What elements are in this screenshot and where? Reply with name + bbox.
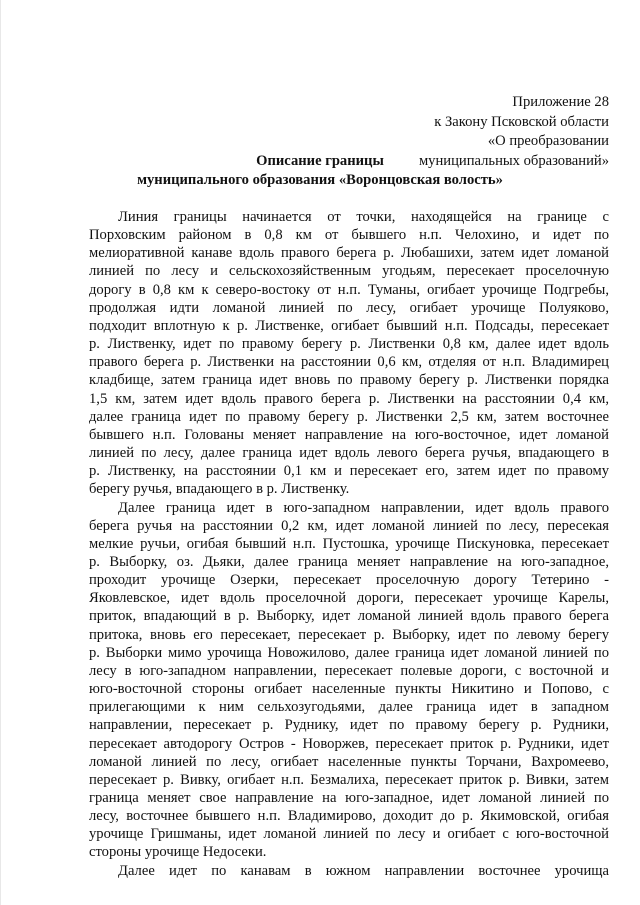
appendix-line-3: «О преобразовании (487, 133, 609, 149)
paragraph-line: р. Выборки мимо урочища Новожилово, далее граница идет ломаной линией по (89, 644, 609, 661)
paragraph-line: р. Лиственку, на расстоянии 0,1 км и пересекает его, затем идет по правому (89, 463, 609, 480)
paragraph-line: далее граница идет по правому берегу р. Лиственки 2,5 км, затем восточнее (89, 408, 609, 425)
paragraph-line: Яковлевское, идет вдоль проселочной дороги, пересекает урочище Карелы, (89, 590, 609, 607)
paragraph-line: пересекает автодорогу Остров - Новоржев, пересекает приток р. Рудники, идет (89, 735, 609, 752)
appendix-line-2: к Закону Псковской области (434, 113, 609, 130)
paragraph-line: кладбище, затем граница идет вновь по правому берегу р. Лиственки порядка (89, 372, 609, 389)
paragraph-line: направлении, пересекает р. Руднику, идет по правому берегу р. Рудники, (89, 717, 609, 734)
paragraph-line: линией по лесу и сельскохозяйственным угодьям, пересекает проселочную (89, 263, 609, 280)
paragraph-line: ломаной линией по лесу, огибает населенные пункты Торчани, Вахромеево, (89, 753, 609, 770)
paragraph-line: стороны урочище Недосеки. (89, 844, 267, 861)
page-edge (0, 0, 1, 905)
paragraph-line: приток, впадающий в р. Выборку, идет ломаной линией вдоль правого берега (89, 608, 609, 625)
paragraph-line: лесу, восточнее бывшего н.п. Владимирово, доходит до р. Якимовской, огибая (89, 808, 609, 825)
appendix-line-1: Приложение 28 (512, 94, 609, 110)
title-line-1: Описание границы (256, 153, 384, 169)
paragraph-3 (89, 862, 609, 880)
paragraph-line: притока, вновь его пересекает, пересекает р. Выборку, идет по левому берегу (89, 626, 609, 643)
paragraph-line: юго-восточной стороны огибает населенные пункты Никитино и Попово, с (89, 681, 609, 698)
paragraph-line: Далее идет по канавам в южном направлении восточнее урочища (118, 862, 609, 879)
paragraph-line: продолжая идти ломаной линией по лесу, огибает урочище Полуяково, (89, 299, 609, 316)
document-body (89, 208, 609, 880)
paragraph-line: линией по лесу, далее граница идет вдоль левого берега ручья, впадающего в (89, 445, 609, 462)
paragraph-line: 1,5 км, затем идет вдоль правого берега р. Лиственки на расстоянии 0,4 км, (89, 390, 609, 407)
paragraph-line: берега ручья на расстоянии 0,2 км, идет ломаной линией по лесу, пересекая (89, 517, 609, 534)
paragraph-line: мелиоративной канаве вдоль правого берега р. Любашихи, затем идет ломаной (89, 245, 609, 262)
paragraph-2 (89, 499, 609, 862)
paragraph-line: пересекает р. Вивку, огибает н.п. Безмалиха, пересекает приток р. Вивки, затем (89, 771, 609, 788)
paragraph-line: дорогу в 0,8 км к северо-востоку от н.п. Туманы, огибает урочище Подгребы, (89, 281, 609, 298)
paragraph-line: правого берега р. Лиственки на расстоянии 0,6 км, отделяя от н.п. Владимирец (89, 354, 609, 371)
paragraph-line: бывшего н.п. Голованы меняет направление на юго-восточное, идет ломаной (89, 426, 609, 443)
paragraph-line: урочище Гришманы, идет ломаной линией по лесу и огибает с юго-восточной (89, 826, 609, 843)
paragraph-1 (89, 208, 609, 499)
paragraph-line: лесу в юго-западном направлении, пересекает полевые дороги, с восточной и (89, 662, 609, 679)
paragraph-line: Линия границы начинается от точки, находящейся на границе с (118, 209, 609, 225)
paragraph-line: Далее граница идет в юго-западном направлении, идет вдоль правого (118, 499, 609, 516)
paragraph-line: Порховским районом в 0,8 км от бывшего н.п. Челохино, и идет по (89, 227, 609, 244)
paragraph-line: мелкие ручьи, огибая бывший н.п. Пустошка, урочище Пискуновка, пересекает (89, 535, 609, 552)
paragraph-line: подходит вплотную к р. Лиственке, огибает бывший н.п. Подсады, пересекает (89, 317, 609, 334)
document-title (0, 152, 640, 190)
paragraph-line: р. Выборку, оз. Дьяки, далее граница меняет направление на юго-западное, (89, 553, 609, 570)
paragraph-line: р. Лиственку, идет по правому берегу р. Лиственки 0,8 км, далее идет вдоль (89, 336, 609, 353)
paragraph-line: прилегающими к ним сельхозугодьями, далее граница идет в западном (89, 699, 609, 716)
title-line-2: муниципального образования «Воронцовская волость» (137, 172, 503, 188)
appendix-line-4: муниципальных образований» (418, 152, 609, 169)
paragraph-line: граница меняет свое направление на юго-западное, идет ломаной линией по (89, 790, 609, 806)
paragraph-line: берегу ручья, впадающего в р. Лиственку. (89, 481, 350, 498)
paragraph-line: проходит урочище Озерки, пересекает проселочную дорогу Тетерино - (89, 572, 609, 589)
